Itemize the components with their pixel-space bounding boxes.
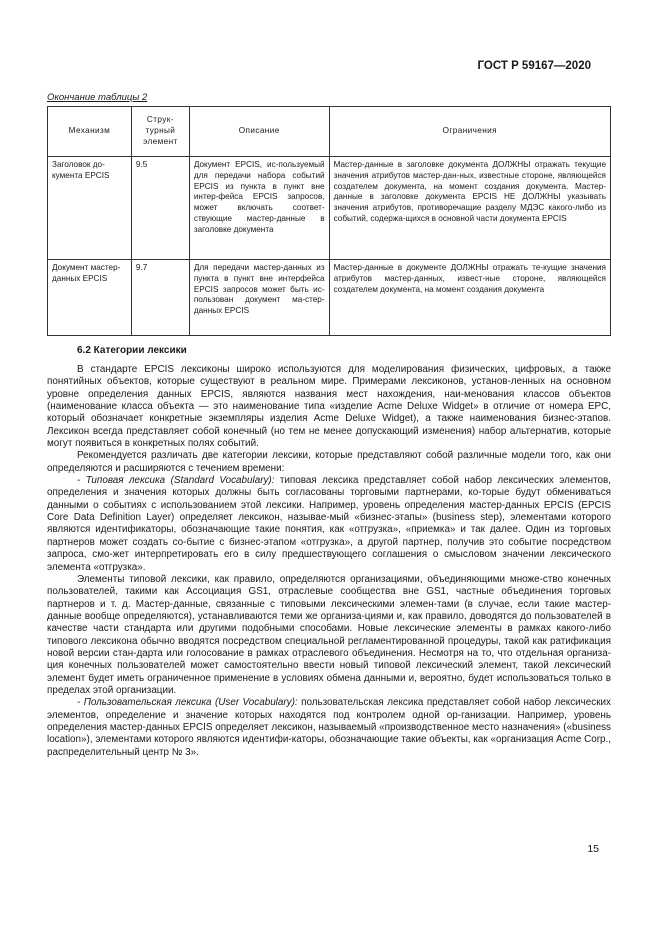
paragraph-text: пользовательская лексика представляет собой набор лексических элементов, определение и значение которых находятся под контролем одной ор-ганизации. Например, уровень определения мастер-данных EPCIS определяет лексикон, называемый «производственное место назначения» («business location»), элементами которого являются идентифи-каторы, обозначающие такие объекты, как «организация Acme Corp., распределительный центр № 3». (47, 697, 611, 758)
table-row (48, 260, 611, 336)
cell-limits: Мастер-данные в заголовке документа ДОЛЖНЫ отражать текущие значения атрибутов мастер-дан-ных, известные стороне, являющейся создателем документа, на момент создания документа. Мастер-данные в заголовке документа EPCIS НЕ ДОЛЖНЫ указывать значения атрибутов, противоречащие разделу МДЭС какого-либо из событий, содержа-щихся в основной части документа EPCIS (329, 157, 610, 260)
paragraph: В стандарте EPCIS лексиконы широко используются для моделирования физических, цифровых, а также понятийных объектов, которые существуют в реальном мире. Примерами лексиконов, установ-ленных на основном уровне определения данных EPCIS, являются названия мест нахождения, наи-менования классов объектов (наименование класса объекта — это наименование типа «изделие Acme Deluxe Widget» в отличие от номера EPC, который обозначает конкретные экземпляры изделия Acme Deluxe Widget), а также наименования бизнес-этапов. Лексикон всегда представляет собой конечный (но тем не менее допускающий изменения) набор альтернатив, которые могут появиться в конкретных полях событий. (47, 364, 611, 450)
standard-number: ГОСТ Р 59167—2020 (477, 60, 591, 72)
paragraph (47, 475, 611, 574)
term-user-vocabulary: - Пользовательская лексика (User Vocabulary): (77, 697, 298, 709)
cell-element: 9.5 (131, 157, 189, 260)
term-standard-vocabulary: - Типовая лексика (Standard Vocabulary): (77, 475, 275, 487)
table-caption: Окончание таблицы 2 (47, 92, 148, 103)
column-header-mechanism: Механизм (48, 107, 132, 157)
table-header-row (48, 107, 611, 157)
section-body (47, 364, 611, 759)
constraints-table (47, 106, 611, 336)
cell-mechanism: Документ мастер-данных EPCIS (48, 260, 132, 336)
section-heading: 6.2 Категории лексики (77, 345, 187, 356)
paragraph-text: типовая лексика представляет собой набор лексических элементов, определения и значения которых должны быть согласованы торговыми партнерами, ко-торые будут обмениваться данными о событиях с использованием этой лексики. Например, уровень определения мастер-данных EPCIS (EPCIS Core Data Definition Layer) определяет лексикон, называе-мый «бизнес-этапы» (business step), элементами которого являются идентификаторы, обозначающие такие понятия, как «отгрузка», «приемка» и так далее. Один из торговых партнеров может создать со-бытие с бизнес-этапом «отгрузка», а другой партнер, получив это событие посредством запроса, смо-жет интерпретировать его в силу предшествующего соглашения о смысловом значении лексического элемента «отгрузка». (47, 475, 611, 573)
cell-mechanism: Заголовок до-кумента EPCIS (48, 157, 132, 260)
column-header-description: Описание (189, 107, 329, 157)
paragraph: Рекомендуется различать две категории лексики, которые представляют собой различные модели того, как они определяются и расширяются с течением времени: (47, 450, 611, 474)
cell-description: Для передачи мастер-данных из пункта в пункт вне интерфейса EPCIS запросов может быть ис-пользован документ ма-стер-данных EPCIS (189, 260, 329, 336)
column-header-limits: Ограничения (329, 107, 610, 157)
cell-description: Документ EPCIS, ис-пользуемый для передачи набора событий EPCIS из пункта в пункт вне интер-фейса EPCIS запросов, может включать соответ-ствующие мастер-данные в заголовке документа (189, 157, 329, 260)
column-header-element: Струк-турный элемент (131, 107, 189, 157)
table-row (48, 157, 611, 260)
paragraph (47, 697, 611, 759)
page-number: 15 (587, 843, 599, 855)
paragraph: Элементы типовой лексики, как правило, определяются организациями, объединяющими множе-ство конечных пользователей, такими как Ассоциация GS1, отраслевые сообщества вне GS1, частные объединения торговых партнеров и т. д. Мастер-данные, связанные с типовыми лексическими элемен-тами (в случае, если такие мастер-данные вообще определяются), устанавливаются теми же организа-циями и, как правило, доводятся до пользователей в качестве части стандарта или другими подобными способами. Новые лексические элементы в рамках какого-либо типового лексикона обычно вводятся посредством специальной регламентированной процедуры, такой как ратификация новой версии стан-дарта или голосование в рамках отраслевого объединения. Несмотря на то, что отдельная организа-ция конечных пользователей может самостоятельно ввести новый типовой лексический элемент, такой лексический элемент будет иметь ограниченное применение в условиях обмена данными и, вероятно, будет использоваться только в пределах этой организации. (47, 573, 611, 696)
cell-element: 9.7 (131, 260, 189, 336)
cell-limits: Мастер-данные в документе ДОЛЖНЫ отражать те-кущие значения атрибутов мастер-данных, извест-ные стороне, являющейся создателем документа, на момент создания документа (329, 260, 610, 336)
